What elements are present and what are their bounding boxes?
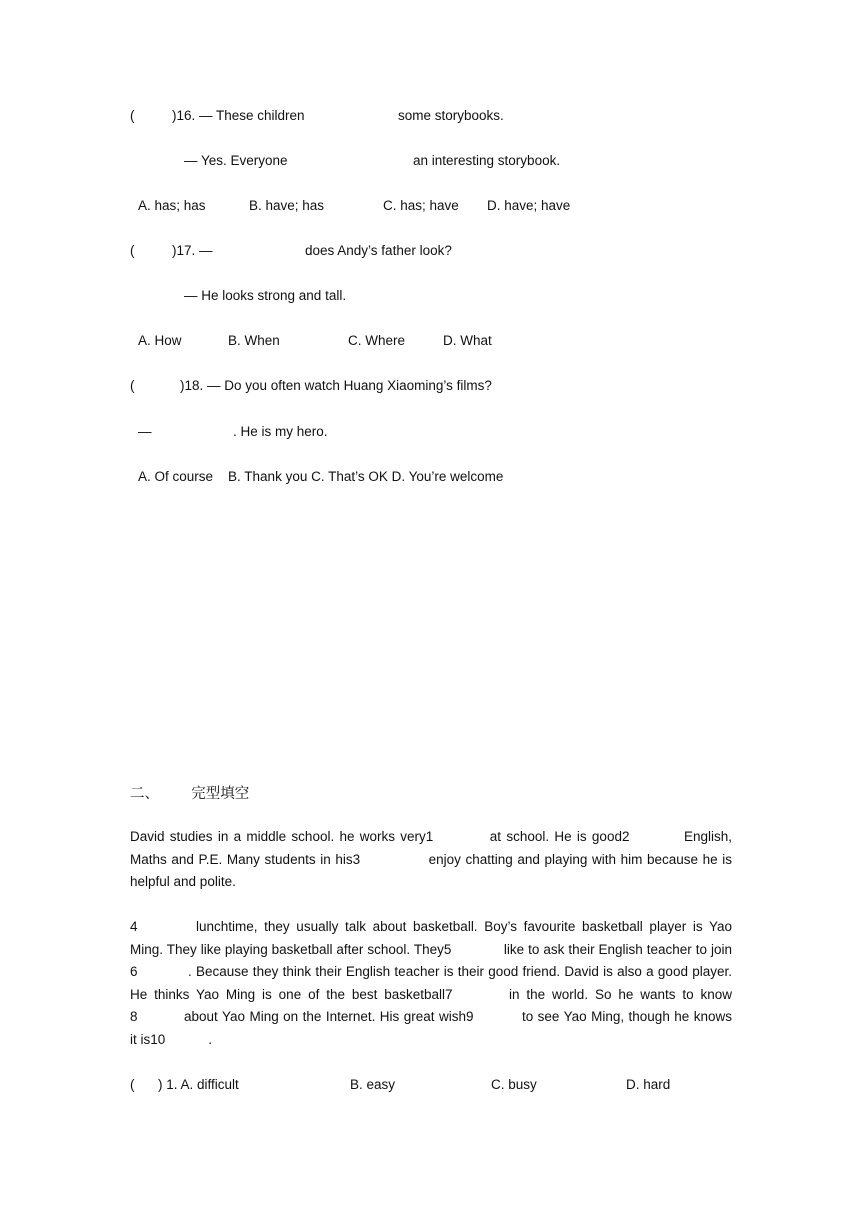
section-number: 二、: [130, 786, 159, 802]
q1-option-d: D. hard: [626, 1077, 671, 1092]
blank-number: 6: [130, 964, 138, 979]
q16-reply-end: an interesting storybook.: [413, 153, 561, 168]
q1-stem: ) 1. A. difficult: [158, 1077, 239, 1092]
blank-number: 4: [130, 919, 138, 934]
q17-stem-end: does Andy’s father look?: [305, 243, 452, 258]
blank-number: 1: [425, 829, 434, 844]
blank-number: 10: [150, 1031, 166, 1047]
q18-reply-end: . He is my hero.: [233, 424, 328, 439]
q17-option-d: D. What: [443, 333, 492, 348]
q1-paren: (: [130, 1077, 135, 1092]
passage-text: lunchtime, they usually talk about basketball. Boy’s favourite basketball player is Yao Ming. They like playing basketball after school. They: [130, 919, 732, 957]
q17-reply: — He looks strong and tall.: [184, 288, 347, 303]
passage-paragraph-2: [130, 916, 732, 1051]
q16-option-a: A. has; has: [138, 198, 206, 213]
passage-text: enjoy chatting and playing with him because he is helpful and polite.: [130, 851, 733, 889]
q17-option-a: A. How: [138, 333, 182, 348]
q16-stem-start: )16. — These children: [172, 108, 305, 123]
blank-number: 8: [130, 1009, 138, 1024]
blank-number: 9: [465, 1009, 474, 1024]
q18-paren: (: [130, 378, 135, 393]
passage-text: about Yao Ming on the Internet. His great wish: [184, 1009, 466, 1024]
passage-text: . Because they think their English teacher is their good friend. David is also a good player. He thinks Yao Ming is one of the best basketball: [130, 964, 732, 1002]
q16-option-b: B. have; has: [249, 198, 325, 213]
blank-number: 2: [621, 829, 630, 844]
q17-stem-start: )17. —: [172, 243, 213, 258]
q16-option-d: D. have; have: [487, 198, 571, 213]
passage-paragraph-1: [130, 826, 732, 894]
q1-option-b: B. easy: [350, 1077, 396, 1092]
q17-option-b: B. When: [228, 333, 280, 348]
q16-reply-start: — Yes. Everyone: [184, 153, 288, 168]
q18-reply-start: —: [138, 424, 152, 439]
q18-stem: )18. — Do you often watch Huang Xiaoming’s films?: [180, 378, 492, 393]
q16-option-c: C. has; have: [383, 198, 459, 213]
blank-number: 5: [443, 941, 452, 957]
passage-text: David studies in a middle school. he works very: [130, 829, 426, 844]
blank-number: 3: [352, 851, 361, 867]
passage-text: English, Maths and P.E. Many students in his: [130, 829, 732, 867]
q17-paren: (: [130, 243, 135, 258]
blank-number: 7: [445, 986, 453, 1002]
passage-text: at school. He is good: [489, 829, 622, 844]
q16-stem-end: some storybooks.: [398, 108, 504, 123]
passage-text: in the world. So he wants to know: [509, 986, 733, 1002]
passage-text: like to ask their English teacher to join: [503, 941, 733, 957]
passage-text: to see Yao Ming, though he knows it is: [130, 1009, 732, 1047]
section-title: 完型填空: [191, 786, 250, 802]
q18-options: A. Of course B. Thank you C. That’s OK D. You’re welcome: [138, 469, 504, 484]
section-heading: [130, 782, 249, 803]
passage-text: .: [208, 1031, 213, 1047]
q17-option-c: C. Where: [348, 333, 406, 348]
q1-option-c: C. busy: [491, 1077, 537, 1092]
q16-paren: (: [130, 108, 135, 123]
